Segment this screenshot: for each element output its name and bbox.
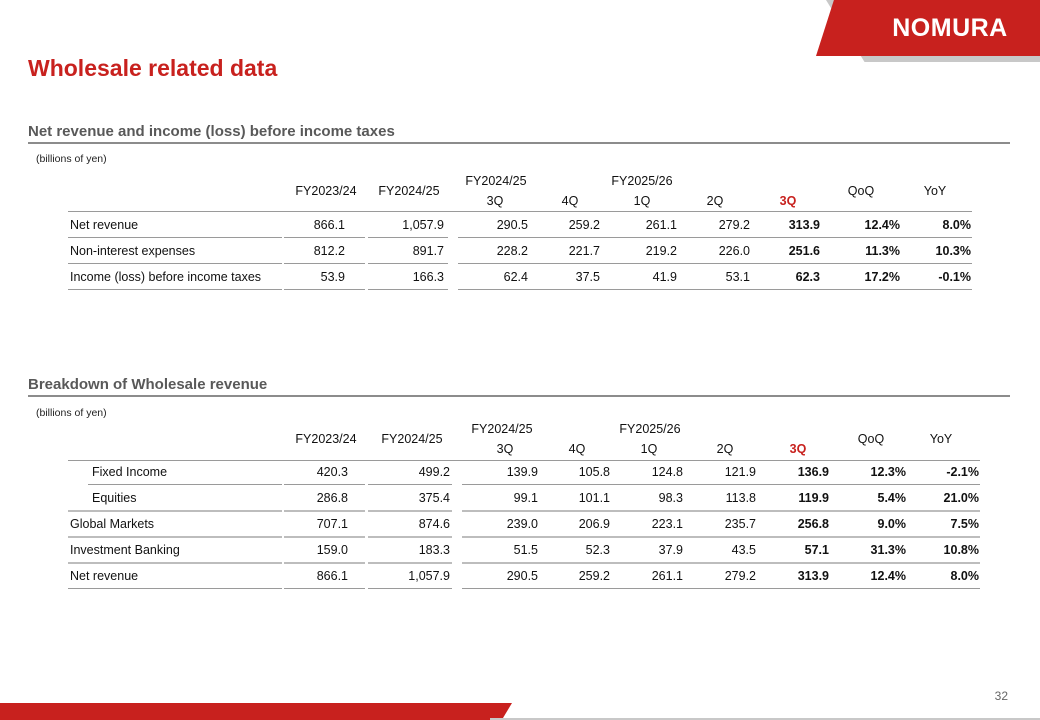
table-cell: 11.3% (865, 244, 900, 258)
table-cell: 62.3 (795, 270, 820, 284)
table-cell: 279.2 (718, 218, 750, 232)
table-cell: 223.1 (651, 517, 683, 531)
row-rule (368, 484, 452, 485)
table-cell: 1,057.9 (402, 218, 444, 232)
table-cell: 121.9 (724, 465, 756, 479)
section1-header-rule (68, 211, 972, 212)
row-rule (68, 536, 282, 538)
table-cell: 113.8 (725, 491, 756, 505)
hdr-yoy: YoY (929, 432, 953, 446)
row-rule (68, 562, 282, 564)
table-cell: 183.3 (418, 543, 450, 557)
table-cell: 279.2 (724, 569, 756, 583)
table-cell: -0.1% (938, 270, 971, 284)
table-cell: 891.7 (412, 244, 444, 258)
row-label: Global Markets (70, 517, 155, 531)
table-cell: 43.5 (731, 543, 756, 557)
row-rule (458, 289, 972, 290)
hdr-4q: 4Q (561, 194, 579, 208)
table-cell: 239.0 (506, 517, 538, 531)
hdr-group-fy2425: FY2024/25 (471, 422, 533, 436)
table-cell: 228.2 (496, 244, 528, 258)
table-cell: 21.0% (943, 491, 979, 505)
row-rule (284, 588, 365, 589)
hdr-fy2425: FY2024/25 (378, 184, 440, 198)
table-cell: 53.9 (320, 270, 345, 284)
hdr-3q-prev: 3Q (496, 442, 514, 456)
table-cell: 221.7 (568, 244, 600, 258)
section2-units: (billions of yen) (36, 407, 107, 419)
table-cell: 874.6 (418, 517, 450, 531)
row-rule (462, 510, 980, 512)
table-cell: 166.3 (412, 270, 444, 284)
section2-header-rule (68, 460, 980, 461)
row-rule (68, 588, 282, 589)
table-cell: 139.9 (506, 465, 538, 479)
section1-rule (28, 142, 1010, 144)
row-rule (368, 510, 452, 512)
row-rule (462, 536, 980, 538)
table-cell: 52.3 (585, 543, 610, 557)
row-rule (68, 263, 282, 264)
table-cell: 98.3 (658, 491, 683, 505)
row-rule (68, 237, 282, 238)
row-rule (368, 289, 448, 290)
hdr-3q-current: 3Q (779, 194, 797, 208)
row-rule (368, 536, 452, 538)
table-cell: 119.9 (798, 491, 829, 505)
row-rule (462, 588, 980, 589)
row-rule (368, 562, 452, 564)
table-cell: 53.1 (725, 270, 750, 284)
table-cell: 1,057.9 (408, 569, 450, 583)
row-rule (368, 263, 448, 264)
hdr-yoy: YoY (923, 184, 947, 198)
table-cell: 105.8 (578, 465, 610, 479)
table-cell: 124.8 (651, 465, 683, 479)
row-rule (68, 289, 282, 290)
table-cell: 261.1 (645, 218, 677, 232)
row-label: Fixed Income (92, 465, 168, 479)
section1-units: (billions of yen) (36, 153, 107, 165)
table-cell: 866.1 (316, 569, 348, 583)
page-number: 32 (994, 689, 1008, 703)
table-cell: 290.5 (506, 569, 538, 583)
row-label: Non-interest expenses (70, 244, 196, 258)
table-cell: 866.1 (313, 218, 345, 232)
table-cell: 286.8 (316, 491, 348, 505)
row-label: Income (loss) before income taxes (70, 270, 262, 284)
row-label: Investment Banking (70, 543, 180, 557)
table-cell: 313.9 (788, 218, 820, 232)
hdr-fy2324: FY2023/24 (295, 184, 357, 198)
row-rule (368, 237, 448, 238)
row-rule (68, 510, 282, 512)
row-rule (284, 510, 365, 512)
hdr-1q: 1Q (633, 194, 651, 208)
table-cell: 290.5 (496, 218, 528, 232)
row-rule (284, 289, 365, 290)
row-rule (284, 263, 365, 264)
hdr-fy2425: FY2024/25 (381, 432, 443, 446)
table-cell: 499.2 (418, 465, 450, 479)
hdr-qoq: QoQ (847, 184, 875, 198)
table-cell: 37.9 (658, 543, 683, 557)
table-cell: 10.8% (943, 543, 979, 557)
section2-rule (28, 395, 1010, 397)
hdr-2q: 2Q (706, 194, 724, 208)
hdr-fy2324: FY2023/24 (295, 432, 357, 446)
table-cell: 57.1 (804, 543, 829, 557)
row-rule (284, 237, 365, 238)
table-cell: 219.2 (645, 244, 677, 258)
table-cell: 31.3% (870, 543, 906, 557)
table-cell: 41.9 (652, 270, 677, 284)
nomura-logo: NOMURA (892, 14, 1008, 42)
table-cell: 375.4 (418, 491, 450, 505)
table-cell: 812.2 (313, 244, 345, 258)
row-rule (458, 263, 972, 264)
table-cell: 8.0% (950, 569, 979, 583)
section2-title: Breakdown of Wholesale revenue (28, 376, 268, 393)
table-cell: 259.2 (568, 218, 600, 232)
row-label: Equities (92, 491, 137, 505)
table-cell: 5.4% (877, 491, 906, 505)
table-cell: 8.0% (942, 218, 971, 232)
row-rule (462, 562, 980, 564)
table-cell: 62.4 (503, 270, 528, 284)
table-cell: 420.3 (316, 465, 348, 479)
table-cell: 12.3% (870, 465, 906, 479)
table-cell: 707.1 (316, 517, 348, 531)
table-cell: 7.5% (950, 517, 979, 531)
table-cell: 206.9 (578, 517, 610, 531)
row-rule (284, 536, 365, 538)
row-rule (284, 562, 365, 564)
hdr-qoq: QoQ (857, 432, 885, 446)
table-cell: 12.4% (864, 218, 900, 232)
page-title: Wholesale related data (28, 55, 278, 81)
table-cell: 251.6 (788, 244, 820, 258)
row-rule (284, 484, 365, 485)
table-cell: 10.3% (935, 244, 971, 258)
row-label: Net revenue (70, 218, 139, 232)
table-cell: 51.5 (513, 543, 538, 557)
row-label: Net revenue (70, 569, 139, 583)
hdr-group-fy2425: FY2024/25 (465, 174, 527, 188)
table-cell: 12.4% (870, 569, 906, 583)
section1-title: Net revenue and income (loss) before income taxes (28, 123, 395, 140)
table-cell: 261.1 (651, 569, 683, 583)
table-cell: 313.9 (797, 569, 829, 583)
row-rule (462, 484, 980, 485)
hdr-2q: 2Q (716, 442, 734, 456)
table-cell: 259.2 (578, 569, 610, 583)
row-rule (458, 237, 972, 238)
table-cell: 101.1 (578, 491, 610, 505)
table-cell: 235.7 (724, 517, 756, 531)
table-cell: 99.1 (513, 491, 538, 505)
row-rule (368, 588, 452, 589)
row-rule (88, 484, 282, 485)
hdr-group-fy2526: FY2025/26 (611, 174, 673, 188)
table-cell: 226.0 (718, 244, 750, 258)
table-cell: 17.2% (864, 270, 900, 284)
footer-band-red (0, 703, 512, 720)
hdr-3q-prev: 3Q (486, 194, 504, 208)
table-cell: 136.9 (797, 465, 829, 479)
hdr-3q-current: 3Q (789, 442, 807, 456)
hdr-4q: 4Q (568, 442, 586, 456)
table-cell: 256.8 (797, 517, 829, 531)
hdr-group-fy2526: FY2025/26 (619, 422, 681, 436)
table-cell: 9.0% (877, 517, 906, 531)
table-cell: -2.1% (946, 465, 979, 479)
table-cell: 159.0 (316, 543, 348, 557)
hdr-1q: 1Q (640, 442, 658, 456)
table-cell: 37.5 (575, 270, 600, 284)
